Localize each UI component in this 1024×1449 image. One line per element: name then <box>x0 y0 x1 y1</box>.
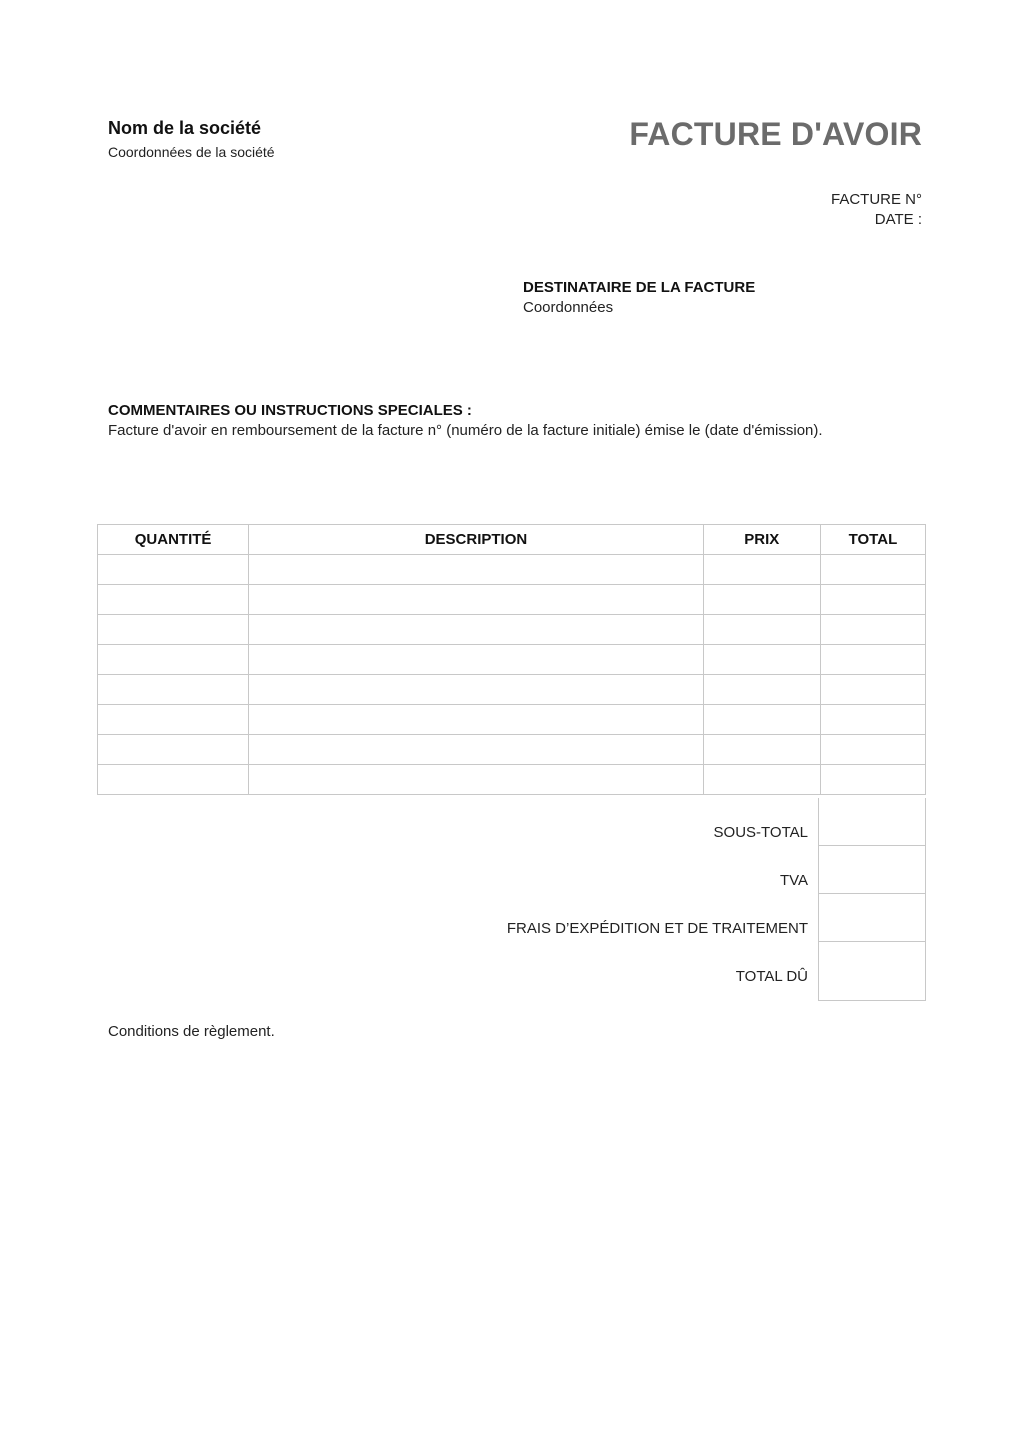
company-name: Nom de la société <box>108 118 262 138</box>
cell-quantity[interactable] <box>98 765 249 795</box>
recipient-details: Coordonnées <box>523 299 614 316</box>
cell-description[interactable] <box>249 555 704 585</box>
table-row <box>98 615 926 645</box>
company-details: Coordonnées de la société <box>108 144 275 160</box>
cell-quantity[interactable] <box>98 705 249 735</box>
cell-total[interactable] <box>820 555 925 585</box>
tax-label: TVA <box>779 872 808 889</box>
cell-total[interactable] <box>820 705 925 735</box>
cell-price[interactable] <box>703 675 820 705</box>
total-due-row <box>0 942 926 990</box>
shipping-value-cell[interactable] <box>818 894 926 942</box>
header-quantity: QUANTITÉ <box>98 525 249 555</box>
cell-description[interactable] <box>249 765 704 795</box>
cell-price[interactable] <box>703 615 820 645</box>
cell-description[interactable] <box>249 615 704 645</box>
header-price: PRIX <box>703 525 820 555</box>
cell-quantity[interactable] <box>98 645 249 675</box>
invoice-date-label: DATE : <box>874 211 922 228</box>
cell-total[interactable] <box>820 735 925 765</box>
cell-quantity[interactable] <box>98 735 249 765</box>
cell-total[interactable] <box>820 675 925 705</box>
header-total: TOTAL <box>820 525 925 555</box>
cell-quantity[interactable] <box>98 585 249 615</box>
tax-row <box>0 846 926 894</box>
subtotal-row <box>0 798 926 846</box>
table-row <box>98 705 926 735</box>
payment-conditions: Conditions de règlement. <box>108 1023 275 1040</box>
subtotal-label: SOUS-TOTAL <box>713 824 808 841</box>
table-row <box>98 585 926 615</box>
cell-description[interactable] <box>249 585 704 615</box>
cell-description[interactable] <box>249 645 704 675</box>
cell-quantity[interactable] <box>98 675 249 705</box>
cell-description[interactable] <box>249 735 704 765</box>
cell-price[interactable] <box>703 765 820 795</box>
header-description: DESCRIPTION <box>249 525 704 555</box>
cell-quantity[interactable] <box>98 615 249 645</box>
table-row <box>98 675 926 705</box>
cell-price[interactable] <box>703 555 820 585</box>
total-due-value-cell[interactable] <box>818 942 926 1001</box>
cell-description[interactable] <box>249 705 704 735</box>
cell-price[interactable] <box>703 705 820 735</box>
shipping-row <box>0 894 926 942</box>
tax-value-cell[interactable] <box>818 846 926 894</box>
cell-quantity[interactable] <box>98 555 249 585</box>
table-row <box>98 765 926 795</box>
recipient-title: DESTINATAIRE DE LA FACTURE <box>523 279 756 296</box>
cell-price[interactable] <box>703 645 820 675</box>
comments-title: COMMENTAIRES OU INSTRUCTIONS SPECIALES : <box>108 402 472 419</box>
cell-total[interactable] <box>820 615 925 645</box>
invoice-meta <box>831 190 922 230</box>
document-title: FACTURE D'AVOIR <box>629 116 922 152</box>
table-row <box>98 555 926 585</box>
cell-price[interactable] <box>703 735 820 765</box>
cell-total[interactable] <box>820 645 925 675</box>
invoice-number-label: FACTURE N° <box>830 191 922 208</box>
comments-text: Facture d'avoir en remboursement de la facture n° (numéro de la facture initiale) émise le (date d'émission). <box>108 422 823 439</box>
cell-description[interactable] <box>249 675 704 705</box>
cell-total[interactable] <box>820 765 925 795</box>
totals-section <box>0 798 926 990</box>
cell-total[interactable] <box>820 585 925 615</box>
shipping-label: FRAIS D’EXPÉDITION ET DE TRAITEMENT <box>506 920 808 937</box>
items-header-row <box>98 525 926 555</box>
subtotal-value-cell[interactable] <box>818 798 926 846</box>
table-row <box>98 735 926 765</box>
total-due-label: TOTAL DÛ <box>735 968 808 985</box>
table-row <box>98 645 926 675</box>
cell-price[interactable] <box>703 585 820 615</box>
items-table <box>97 524 926 795</box>
